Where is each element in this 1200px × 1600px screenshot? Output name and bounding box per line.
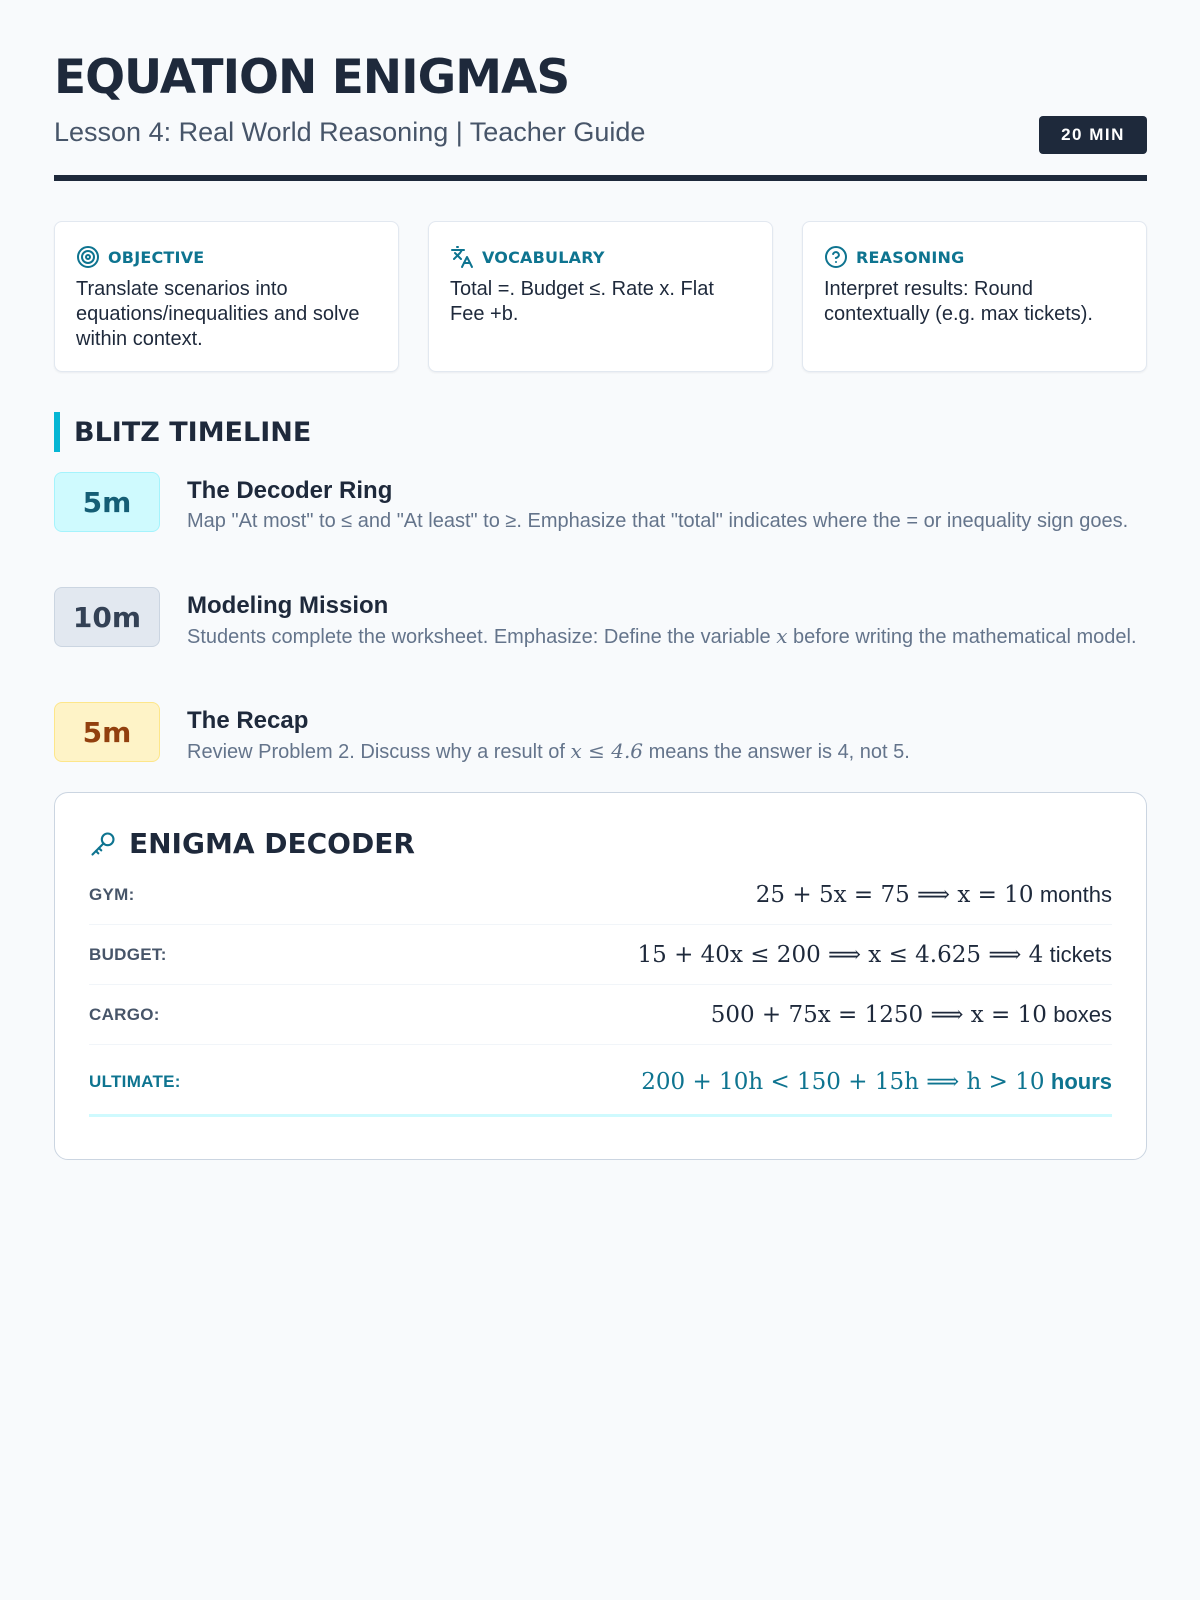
row-equation: 200 + 10h < 150 + 15h ⟹ h > 10 hours: [641, 1069, 1112, 1095]
reasoning-card: [802, 221, 1147, 372]
timeline-item-title: The Decoder Ring: [187, 477, 393, 504]
vocabulary-text: Total =. Budget ≤. Rate x. Flat Fee +b.: [450, 278, 714, 325]
translate-icon: [450, 245, 474, 269]
vocabulary-card: [428, 221, 773, 372]
page-title: EQUATION ENIGMAS: [54, 50, 570, 105]
timeline-time: 10m: [54, 587, 160, 647]
lesson-page: [54, 0, 1147, 1095]
question-circle-icon: [824, 245, 848, 269]
row-label: ULTIMATE:: [89, 1071, 181, 1091]
timeline-item-desc: Students complete the worksheet. Emphasize: Define the variable x before writing the mathematical model.: [187, 624, 1137, 648]
enigma-decoder-panel: [54, 792, 1147, 1160]
info-cards: [54, 221, 1147, 372]
timeline-title: BLITZ TIMELINE: [54, 412, 311, 452]
timeline-time: 5m: [54, 472, 160, 532]
decoder-row-budget: [89, 925, 1112, 985]
math-variable: x: [776, 624, 788, 648]
target-icon: [76, 245, 100, 269]
row-label: GYM:: [89, 884, 135, 904]
timeline-item-title: The Recap: [187, 707, 309, 734]
decoder-title: ENIGMA DECODER: [129, 827, 415, 860]
duration-badge: 20 MIN: [1039, 116, 1147, 154]
reasoning-text: Interpret results: Round contextually (e.g. max tickets).: [824, 278, 1093, 325]
row-label: BUDGET:: [89, 944, 167, 964]
decoder-row-ultimate: [89, 1049, 1112, 1117]
decoder-row-gym: [89, 865, 1112, 925]
math-inequality: x ≤ 4.6: [570, 739, 644, 763]
timeline-time: 5m: [54, 702, 160, 762]
page-subtitle: Lesson 4: Real World Reasoning | Teacher Guide: [54, 117, 646, 147]
page-header: [54, 0, 1147, 181]
objective-label: OBJECTIVE: [108, 247, 205, 267]
reasoning-label: REASONING: [856, 247, 965, 267]
timeline-item-desc: Review Problem 2. Discuss why a result of x ≤ 4.6 means the answer is 4, not 5.: [187, 739, 910, 763]
vocabulary-label: VOCABULARY: [482, 247, 605, 267]
decoder-row-cargo: [89, 985, 1112, 1045]
row-equation: 500 + 75x = 1250 ⟹ x = 10 boxes: [710, 1002, 1112, 1028]
objective-text: Translate scenarios into equations/inequalities and solve within context.: [76, 278, 360, 350]
row-equation: 25 + 5x = 75 ⟹ x = 10 months: [755, 882, 1112, 908]
timeline-item-desc: Map "At most" to ≤ and "At least" to ≥. Emphasize that "total" indicates where the = or inequality sign goes.: [187, 510, 1129, 532]
row-label: CARGO:: [89, 1004, 160, 1024]
timeline-item-title: Modeling Mission: [187, 592, 389, 619]
row-equation: 15 + 40x ≤ 200 ⟹ x ≤ 4.625 ⟹ 4 tickets: [637, 942, 1112, 968]
objective-card: [54, 221, 399, 372]
key-icon: [89, 830, 117, 858]
